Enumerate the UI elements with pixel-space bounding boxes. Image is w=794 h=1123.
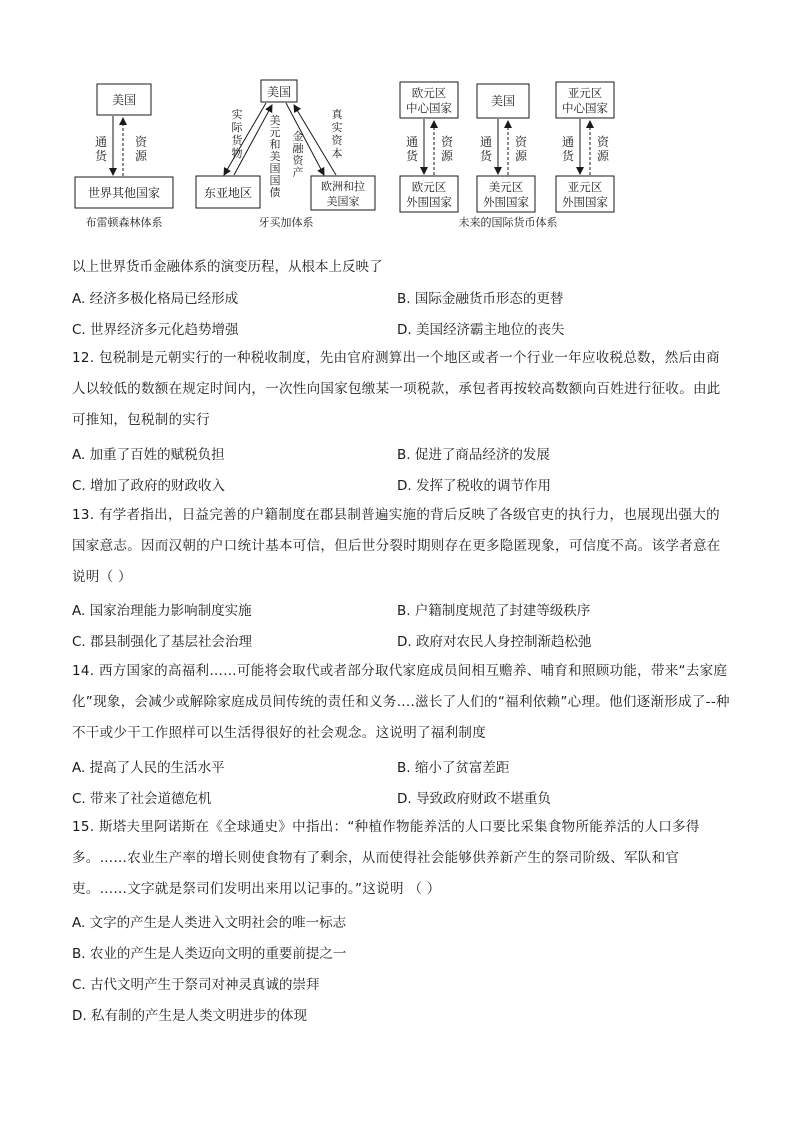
- label-currency-1a: 通: [94, 135, 108, 149]
- label-real-capital: [332, 107, 344, 160]
- asia-currency-b: 货: [561, 149, 575, 163]
- q11-option-b[interactable]: B. 国际金融货币形态的更替: [397, 291, 564, 307]
- label-usd-bonds-4: 国: [269, 162, 281, 175]
- euro-resources-b: 源: [440, 149, 454, 163]
- label-actual-goods: [232, 108, 244, 160]
- box-euro-core-line1: 欧元区: [411, 86, 447, 100]
- future-system: [400, 82, 614, 229]
- q13-stem: 13. 有学者指出，日益完善的户籍制度在郡县制普遍实施的背后反映了各级官吏的执行力，也展现出强大的国家意志。因而汉朝的户口统计基本可信，但后世分裂时期则存在更多隐匿现象，可信度不高。该学者意在说明（ ）: [72, 507, 721, 585]
- label-real-capital-0: 真: [331, 108, 343, 121]
- caption-jamaica: 牙买加体系: [258, 216, 314, 229]
- q15-option-b[interactable]: B. 农业的产生是人类迈向文明的重要前提之一: [72, 946, 347, 962]
- arrow-usd-bonds: [224, 103, 266, 175]
- euro-currency-a: 通: [405, 135, 419, 149]
- box-dollar-periphery-line1: 美元区: [488, 180, 524, 194]
- euro-currency-b: 货: [405, 149, 419, 163]
- bretton-woods-system: [75, 84, 173, 229]
- currency-system-diagram: [0, 0, 794, 240]
- dollar-zone-group: [477, 84, 535, 212]
- asia-resources-a: 资: [596, 135, 610, 149]
- label-usd-bonds-5: 国: [269, 174, 281, 187]
- box-asia-core-line1: 亚元区: [567, 86, 603, 100]
- box-asia-core-line2: 中心国家: [562, 101, 608, 115]
- q12-option-b[interactable]: B. 促进了商品经济的发展: [397, 447, 550, 463]
- box-euro-core-line2: 中心国家: [406, 101, 452, 115]
- label-real-capital-1: 实: [331, 121, 343, 134]
- q13-option-b[interactable]: B. 户籍制度规范了封建等级秩序: [397, 603, 591, 619]
- box-asia-periphery-line2: 外围国家: [562, 195, 608, 209]
- asia-currency-a: 通: [561, 135, 575, 149]
- label-usd-bonds-0: 美: [269, 114, 281, 127]
- euro-resources-a: 资: [440, 135, 454, 149]
- label-financial-assets-1: 融: [292, 142, 304, 155]
- q11-option-a[interactable]: A. 经济多极化格局已经形成: [72, 291, 239, 307]
- label-resources-1a: 资: [134, 135, 148, 149]
- q15-option-c[interactable]: C. 古代文明产生于祭司对神灵真诚的崇拜: [72, 977, 320, 993]
- q14-option-c[interactable]: C. 带来了社会道德危机: [72, 791, 212, 807]
- label-usd-bonds-1: 元: [269, 126, 281, 139]
- label-resources-1b: 源: [134, 149, 148, 163]
- q11-option-d[interactable]: D. 美国经济霸主地位的丧失: [397, 322, 565, 338]
- q12-stem: 12. 包税制是元朝实行的一种税收制度，先由官府测算出一个地区或者一个行业一年应收税总数，然后由商人以较低的数额在规定时间内，一次性向国家包缴某一项税款，承包者再按较高数额向百姓进行征收。由此可推知，包税制的实行: [72, 350, 721, 428]
- q14-option-a[interactable]: A. 提高了人民的生活水平: [72, 760, 225, 776]
- box-rest-of-world-label: 世界其他国家: [87, 186, 161, 200]
- dollar-currency-a: 通: [479, 135, 493, 149]
- label-usd-bonds-3: 美: [269, 150, 281, 163]
- label-usd-bonds-6: 债: [269, 186, 281, 199]
- dollar-resources-b: 源: [514, 149, 528, 163]
- box-east-asia-label: 东亚地区: [203, 186, 253, 200]
- box-usa-1-label: 美国: [111, 93, 137, 107]
- euro-zone-group: [400, 82, 458, 212]
- q14-option-b[interactable]: B. 缩小了贫富差距: [397, 760, 510, 776]
- q11-option-c[interactable]: C. 世界经济多元化趋势增强: [72, 322, 239, 338]
- dollar-resources-a: 资: [514, 135, 528, 149]
- label-real-capital-3: 本: [331, 147, 343, 160]
- q15-option-a[interactable]: A. 文字的产生是人类进入文明社会的唯一标志: [72, 915, 347, 931]
- q13-option-d[interactable]: D. 政府对农民人身控制渐趋松弛: [397, 634, 592, 650]
- label-financial-assets-0: 金: [292, 130, 304, 143]
- box-usa-3-label: 美国: [490, 94, 516, 108]
- label-usd-bonds: [270, 114, 281, 199]
- caption-future: 未来的国际货币体系: [458, 216, 558, 229]
- label-financial-assets-2: 资: [292, 154, 304, 167]
- box-europe-latam-line2: 美国家: [326, 195, 360, 208]
- caption-bretton-woods: 布雷顿森林体系: [85, 216, 163, 229]
- box-euro-periphery-line2: 外围国家: [406, 195, 452, 209]
- q15-stem: 15. 斯塔夫里阿诺斯在《全球通史》中指出：“种植作物能养活的人口要比采集食物所能养活的人口多得多。……农业生产率的增长则使食物有了剩余，从而使得社会能够供养新产生的祭司阶级、军队和官吏。……文字就是祭司们发明出来用以记事的。”这说明 （ ）: [72, 819, 700, 897]
- jamaica-system: [196, 80, 375, 229]
- q13-option-a[interactable]: A. 国家治理能力影响制度实施: [72, 603, 252, 619]
- asia-resources-b: 源: [596, 149, 610, 163]
- q12-option-d[interactable]: D. 发挥了税收的调节作用: [397, 478, 551, 494]
- label-financial-assets: [293, 129, 305, 179]
- dollar-currency-b: 货: [479, 149, 493, 163]
- box-asia-periphery-line1: 亚元区: [567, 180, 603, 194]
- label-real-capital-2: 资: [331, 134, 343, 147]
- q11-stem: 以上世界货币金融体系的演变历程，从根本上反映了: [72, 259, 383, 275]
- q14-stem: 14. 西方国家的高福利……可能将会取代或者部分取代家庭成员间相互赡养、哺育和照顾功能，带来“去家庭化”现象，会减少或解除家庭成员间传统的责任和义务....滋长了人们的“福利依赖”心理。他们逐渐形成了--种不干或少干工作照样可以生活得很好的社会观念。这说明了福利制度: [72, 663, 730, 741]
- label-actual-goods-1: 际: [231, 121, 243, 134]
- label-currency-1b: 货: [94, 149, 108, 163]
- q12-option-a[interactable]: A. 加重了百姓的赋税负担: [72, 447, 225, 463]
- q12-option-c[interactable]: C. 增加了政府的财政收入: [72, 478, 226, 494]
- diagram-svg: [0, 0, 794, 240]
- label-financial-assets-3: 产: [292, 166, 304, 179]
- label-usd-bonds-2: 和: [269, 138, 281, 151]
- asia-zone-group: [556, 82, 614, 212]
- label-actual-goods-0: 实: [231, 108, 243, 121]
- q14-option-d[interactable]: D. 导致政府财政不堪重负: [397, 791, 551, 807]
- label-actual-goods-2: 货: [231, 134, 243, 147]
- label-actual-goods-3: 物: [231, 147, 243, 160]
- q13-option-c[interactable]: C. 郡县制强化了基层社会治理: [72, 634, 253, 650]
- box-euro-periphery-line1: 欧元区: [411, 180, 447, 194]
- box-usa-2-label: 美国: [266, 85, 292, 99]
- q15-option-d[interactable]: D. 私有制的产生是人类文明进步的体现: [72, 1008, 307, 1024]
- box-europe-latam-line1: 欧洲和拉: [321, 180, 365, 193]
- box-dollar-periphery-line2: 外围国家: [483, 195, 529, 209]
